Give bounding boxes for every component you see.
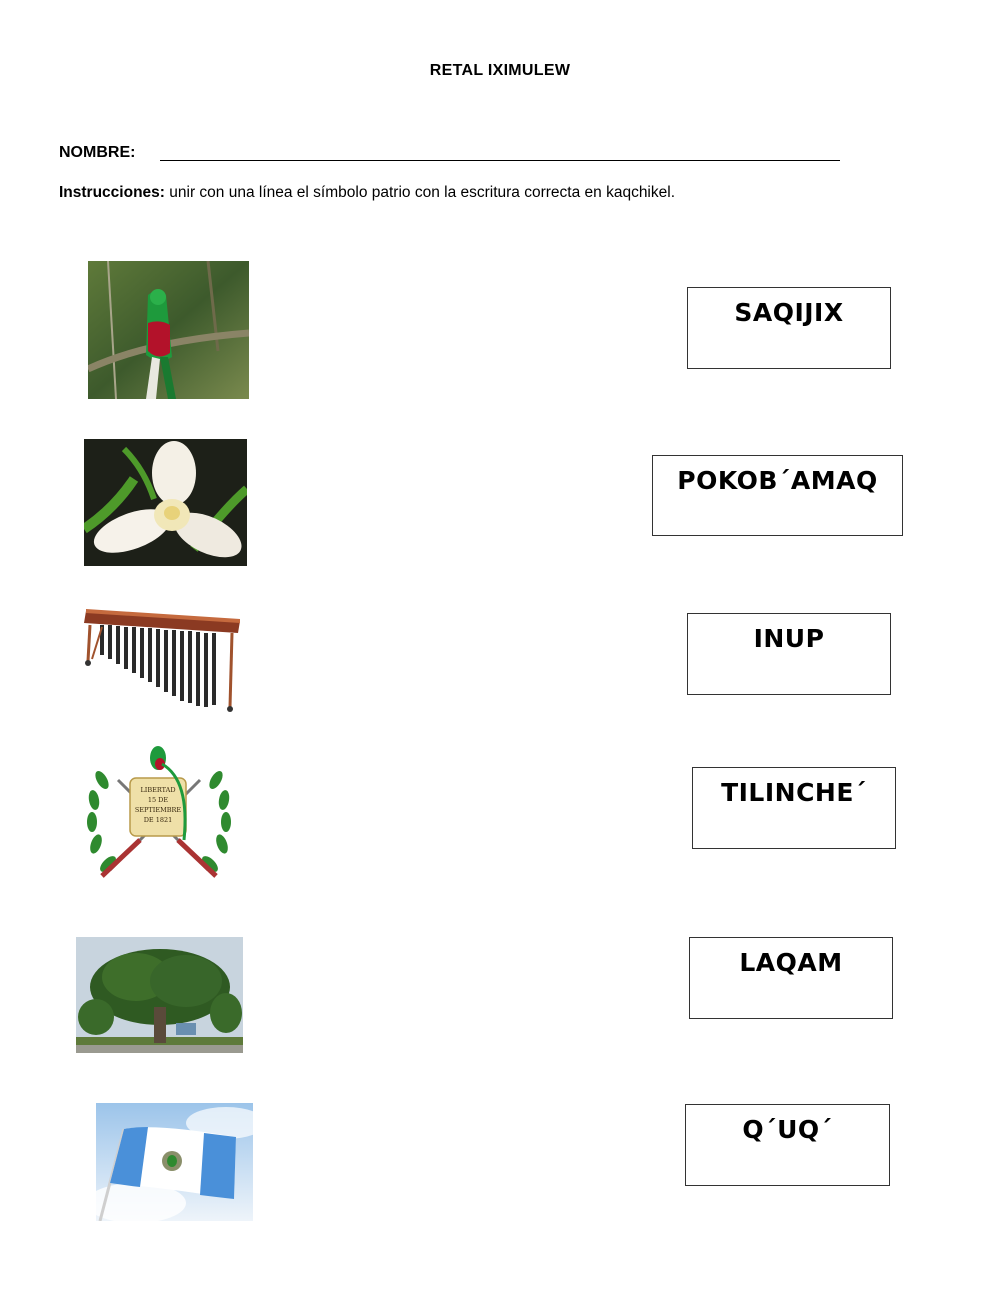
- word-box-pokobamaq[interactable]: [652, 455, 903, 536]
- flag-photo[interactable]: [96, 1103, 253, 1221]
- word-label: LAQAM: [739, 948, 843, 977]
- name-blank-line[interactable]: [160, 160, 840, 161]
- scroll-text-3: SEPTIEMBRE: [134, 806, 182, 814]
- scroll-text-4: DE 1821: [143, 816, 173, 824]
- instructions-text: unir con una línea el símbolo patrio con la escritura correcta en kaqchikel.: [164, 184, 675, 201]
- scroll-text-2: 15 DE: [147, 796, 169, 804]
- ceiba-tree-photo[interactable]: [76, 937, 243, 1053]
- word-box-saqijix[interactable]: [687, 287, 891, 369]
- coat-of-arms-image[interactable]: [80, 740, 238, 895]
- quetzal-bird-photo[interactable]: [88, 261, 249, 399]
- word-box-tilinche[interactable]: [692, 767, 896, 849]
- word-label: SAQIJIX: [734, 298, 844, 327]
- word-box-inup[interactable]: [687, 613, 891, 695]
- word-label: INUP: [753, 624, 825, 653]
- scroll-text-1: LIBERTAD: [140, 786, 176, 794]
- instructions-label: Instrucciones:: [59, 184, 165, 201]
- word-label: Q´UQ´: [742, 1115, 833, 1144]
- word-label: TILINCHE´: [721, 778, 867, 807]
- page-title: RETAL IXIMULEW: [429, 62, 571, 79]
- name-label: NOMBRE:: [59, 144, 136, 161]
- word-label: POKOB´AMAQ: [677, 466, 878, 495]
- marimba-photo[interactable]: [80, 603, 245, 715]
- word-box-laqam[interactable]: [689, 937, 893, 1019]
- white-orchid-photo[interactable]: [84, 439, 247, 566]
- word-box-quq[interactable]: [685, 1104, 890, 1186]
- instructions: [59, 184, 675, 202]
